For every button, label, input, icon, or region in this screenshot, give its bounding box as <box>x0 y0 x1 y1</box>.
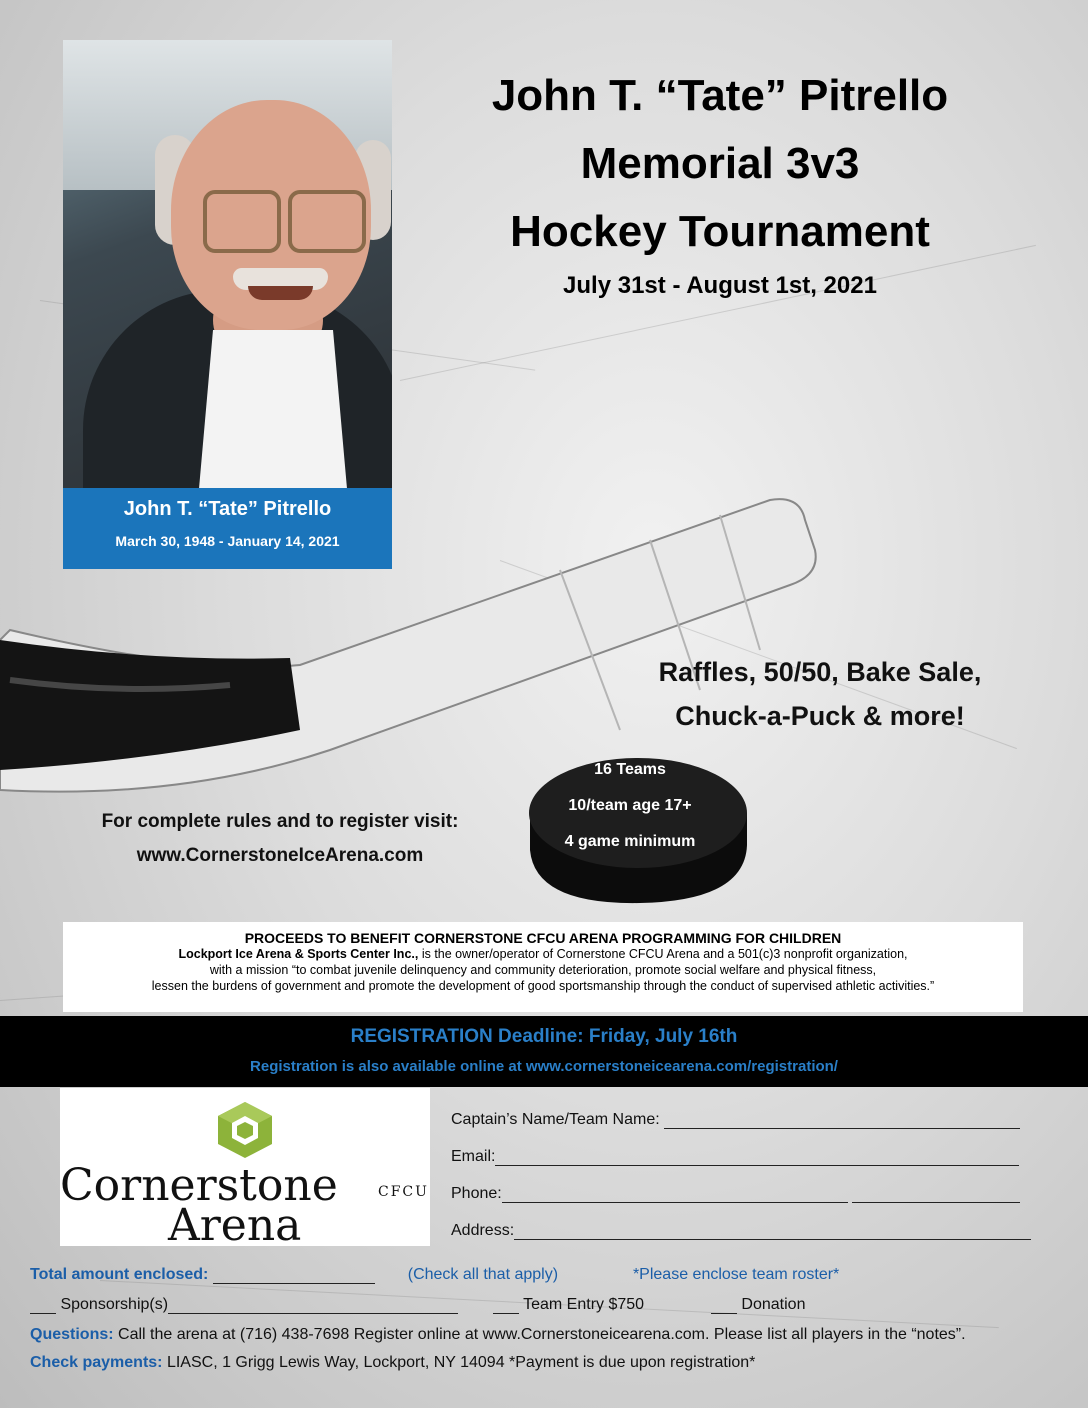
logo-word-arena: Arena <box>168 1200 302 1251</box>
questions-text: Call the arena at (716) 438-7698 Register online at www.Cornerstoneicearena.com. Please list all players in the “notes”. <box>113 1326 966 1343</box>
questions-row <box>30 1326 966 1344</box>
highlights <box>600 650 1040 738</box>
total-row <box>30 1266 839 1284</box>
puck-teams: 16 Teams <box>594 761 666 778</box>
team-entry-check[interactable] <box>493 1299 519 1314</box>
rules-info <box>80 805 480 873</box>
check-payments-text: LIASC, 1 Grigg Lewis Way, Lockport, NY 14094 *Payment is due upon registration* <box>162 1354 756 1371</box>
cube-logo-icon <box>216 1100 274 1160</box>
title-line-2: Memorial 3v3 <box>580 139 860 188</box>
proceeds-heading: PROCEEDS TO BENEFIT CORNERSTONE CFCU ARENA PROGRAMMING FOR CHILDREN <box>244 930 842 946</box>
proceeds-line-2: with a mission “to combat juvenile delinquency and community deterioration, promote social welfare and physical fitness, <box>209 963 877 977</box>
proceeds-line-1-rest: is the owner/operator of Cornerstone CFCU Arena and a 501(c)3 nonprofit organization, <box>418 947 908 961</box>
memorial-photo <box>63 40 392 488</box>
proceeds-org: Lockport Ice Arena & Sports Center Inc., <box>178 947 419 961</box>
questions-label: Questions: <box>30 1326 114 1343</box>
highlights-line-2: Chuck-a-Puck & more! <box>675 701 965 731</box>
proceeds-line-3: lessen the burdens of government and promote the development of good sportsmanship through the conduct of supervised athletic activities.” <box>151 979 935 993</box>
phone-field[interactable] <box>451 1185 1020 1203</box>
puck-games: 4 game minimum <box>564 833 696 850</box>
puck-details <box>530 752 730 860</box>
logo-suffix: CFCU <box>378 1184 429 1200</box>
proceeds-box <box>63 922 1023 1012</box>
captain-field[interactable] <box>451 1111 1020 1129</box>
registration-online[interactable]: Registration is also available online at www.cornerstoneicearena.com/registration/ <box>250 1058 838 1075</box>
check-payments-label: Check payments: <box>30 1354 163 1371</box>
arena-logo <box>60 1088 430 1251</box>
check-all-note: (Check all that apply) <box>407 1266 559 1283</box>
total-input[interactable] <box>213 1269 375 1284</box>
photo-caption <box>63 488 392 569</box>
email-label: Email: <box>451 1148 496 1165</box>
email-field[interactable] <box>451 1148 1019 1166</box>
event-title <box>420 62 1020 300</box>
logo-word-cornerstone: Cornerstone <box>60 1160 338 1211</box>
address-field[interactable] <box>451 1222 1031 1240</box>
captain-label: Captain’s Name/Team Name: <box>451 1111 665 1128</box>
event-dates: July 31st - August 1st, 2021 <box>563 272 877 299</box>
registration-bar <box>0 1016 1088 1087</box>
check-payments-row <box>30 1354 755 1372</box>
donation-check[interactable] <box>711 1299 737 1314</box>
caption-lifespan: March 30, 1948 - January 14, 2021 <box>115 533 340 549</box>
sponsorship-check[interactable] <box>30 1299 56 1314</box>
sponsorship-label: Sponsorship(s) <box>56 1296 169 1313</box>
rules-url[interactable]: www.CornerstoneIceArena.com <box>136 845 424 866</box>
registration-deadline: REGISTRATION Deadline: Friday, July 16th <box>350 1026 738 1047</box>
phone-label: Phone: <box>451 1185 502 1202</box>
proceeds-line-1 <box>63 946 1023 962</box>
caption-name: John T. “Tate” Pitrello <box>123 498 332 520</box>
puck-roster: 10/team age 17+ <box>568 797 692 814</box>
rules-text: For complete rules and to register visit: <box>101 811 459 832</box>
roster-note: *Please enclose team roster* <box>632 1266 840 1283</box>
title-line-3: Hockey Tournament <box>510 207 930 256</box>
options-row <box>30 1296 805 1314</box>
total-label: Total amount enclosed: <box>30 1266 209 1283</box>
team-entry-label: Team Entry $750 <box>518 1296 645 1313</box>
donation-label: Donation <box>736 1296 806 1313</box>
title-line-1: John T. “Tate” Pitrello <box>491 71 949 120</box>
address-label: Address: <box>451 1222 515 1239</box>
highlights-line-1: Raffles, 50/50, Bake Sale, <box>658 657 982 687</box>
